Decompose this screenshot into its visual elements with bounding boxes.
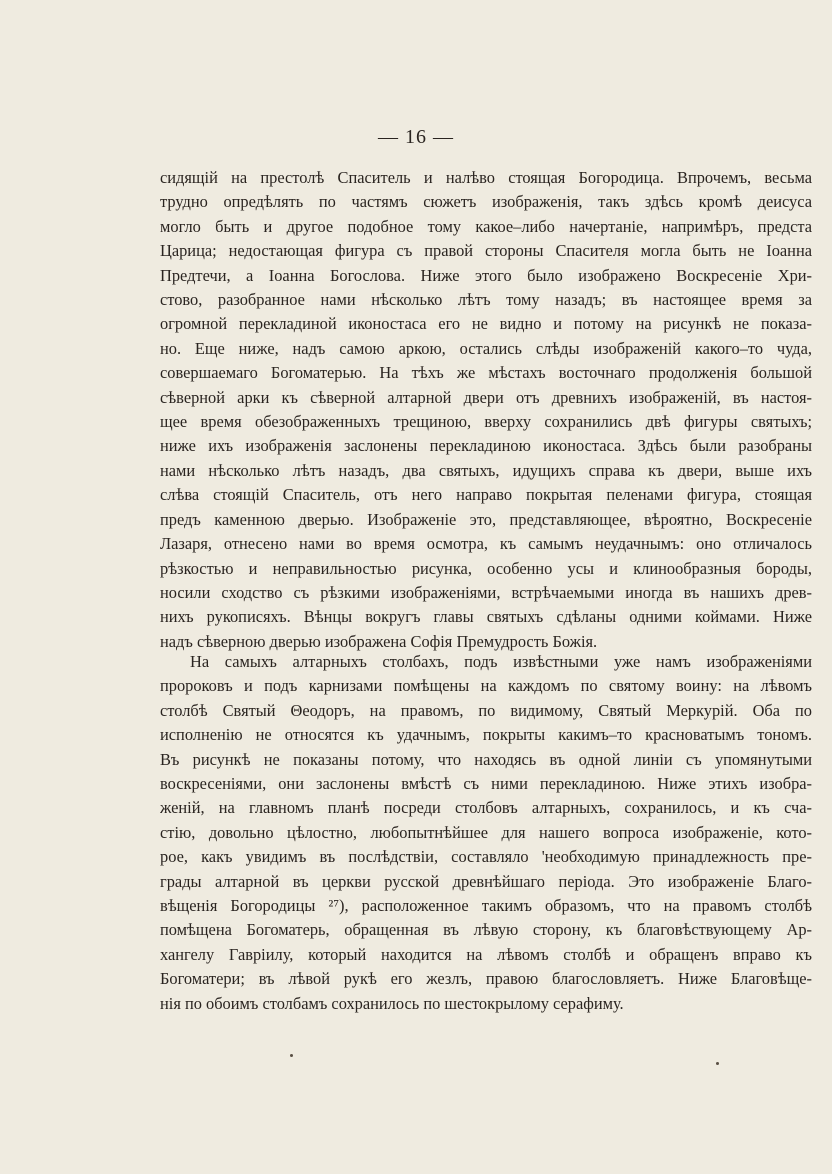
text-line: стово, разобранное нами нѣсколько лѣтъ тому назадъ; въ настоящее время за [160, 290, 812, 310]
paper-speck [290, 1054, 293, 1057]
text-line: слѣва стоящій Спаситель, отъ него направо покрытая пеленами фигура, стоящая [160, 485, 812, 505]
text-line: нія по обоимъ столбамъ сохранилось по шестокрылому серафиму. [160, 993, 624, 1013]
text-line: огромной перекладиной иконостаса его не видно и потому на рисункѣ не показа- [160, 314, 812, 334]
text-line: столбѣ Святый Θеодоръ, на правомъ, по видимому, Святый Меркурій. Оба по [160, 700, 812, 720]
text-line: нами нѣсколько лѣтъ назадъ, два святыхъ, идущихъ справа къ двери, выше ихъ [160, 460, 812, 480]
text-line: Лазаря, отнесено нами во время осмотра, къ самымъ неудачнымъ: оно отличалось [160, 534, 812, 554]
text-line: Богоматери; въ лѣвой рукѣ его жезлъ, правою благословляетъ. Ниже Благовѣще- [160, 969, 812, 989]
text-line: исполненію не относятся къ удачнымъ, покрыты какимъ–то красноватымъ тономъ. [160, 725, 812, 745]
text-line: Царица; недостающая фигура съ правой стороны Спасителя могла быть не Іоанна [160, 241, 812, 261]
text-line: помѣщена Богоматерь, обращенная въ лѣвую сторону, къ благовѣствующему Ар- [160, 920, 812, 940]
text-line: сѣверной арки къ сѣверной алтарной двери отъ древнихъ изображеній, въ настоя- [160, 387, 812, 407]
page-number: — 16 — [378, 126, 454, 148]
paragraph-1 [160, 166, 812, 654]
text-line: рѣзкостью и неправильностью рисунка, особенно усы и клинообразныя бороды, [160, 558, 812, 578]
text-line: трудно опредѣлять по частямъ сюжетъ изображенія, такъ здѣсь кромѣ деисуса [160, 192, 812, 212]
text-line: сидящій на престолѣ Спаситель и налѣво стоящая Богородица. Впрочемъ, весьма [160, 168, 812, 187]
text-line: грады алтарной въ церкви русской древнѣйшаго періода. Это изображеніе Благо- [160, 871, 812, 891]
text-line: стію, довольно цѣлостно, любопытнѣйшее для нашего вопроса изображеніе, кото- [160, 822, 812, 842]
text-line: Предтечи, а Іоанна Богослова. Ниже этого было изображено Воскресеніе Хри- [160, 265, 812, 285]
text-line: нихъ рукописяхъ. Вѣнцы вокругъ главы святыхъ сдѣланы одними коймами. Ниже [160, 607, 812, 627]
text-line: Въ рисункѣ не показаны потому, что находясь въ одной линіи съ упомянутыми [160, 749, 812, 769]
text-line: щее время обезображенныхъ трещиною, вверху сохранились двѣ фигуры святыхъ; [160, 412, 812, 432]
text-line: женій, на главномъ планѣ посреди столбовъ алтарныхъ, сохранилось, и къ сча- [160, 798, 812, 818]
text-line: надъ сѣверною дверью изображена Софія Премудрость Божія. [160, 631, 598, 651]
text-line: ниже ихъ изображенія заслонены перекладиною иконостаса. Здѣсь были разобраны [160, 436, 812, 456]
text-line: носили сходство съ рѣзкими изображеніями, встрѣчаемыми иногда въ нашихъ древ- [160, 582, 812, 602]
paragraph-2 [160, 650, 812, 1016]
text-line: но. Еще ниже, надъ самою аркою, остались слѣды изображеній какого–то чуда, [160, 338, 812, 358]
text-line: На самыхъ алтарныхъ столбахъ, подъ извѣстными уже намъ изображеніями [190, 652, 812, 671]
paper-speck [716, 1062, 719, 1065]
text-line: совершаемаго Богоматерью. На тѣхъ же мѣстахъ восточнаго продолженія большой [160, 363, 812, 383]
text-line: хангелу Гавріилу, который находится на лѣвомъ столбѣ и обращенъ вправо къ [160, 944, 812, 964]
text-line: рое, какъ увидимъ въ послѣдствіи, составляло 'необходимую принадлежность пре- [160, 847, 812, 867]
text-line: могло быть и другое подобное тому какое–либо начертаніе, напримѣръ, предста [160, 216, 812, 236]
text-line: воскресеніями, они заслонены вмѣстѣ съ ними перекладиною. Ниже этихъ изобра- [160, 774, 812, 794]
text-line: вѣщенія Богородицы ²⁷), расположенное такимъ образомъ, что на правомъ столбѣ [160, 896, 812, 916]
text-line: пророковъ и подъ карнизами помѣщены на каждомъ по святому воину: на лѣвомъ [160, 676, 812, 696]
text-line: предъ каменною дверью. Изображеніе это, представляющее, вѣроятно, Воскресеніе [160, 509, 812, 529]
